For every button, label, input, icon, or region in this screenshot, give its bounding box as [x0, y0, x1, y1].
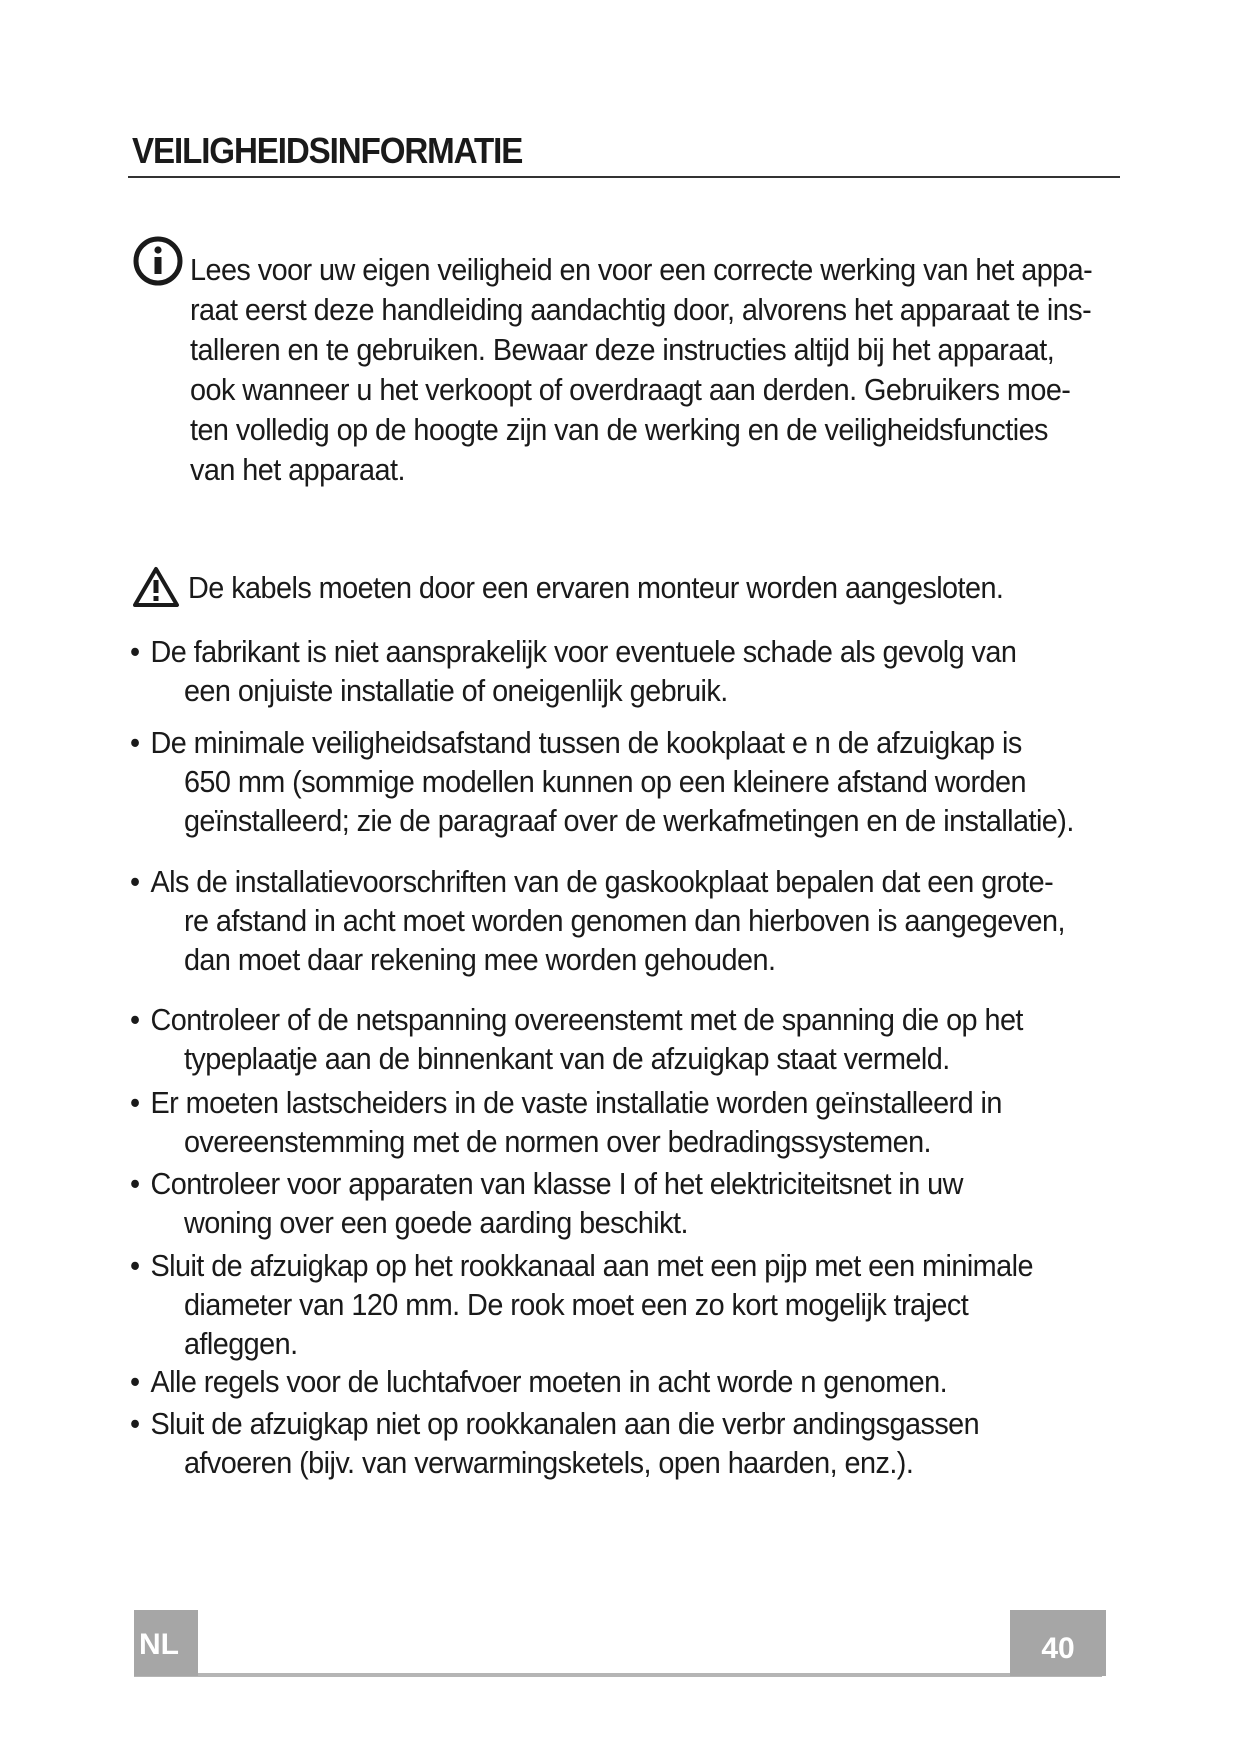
list-item-line: • Als de installatievoorschriften van de gaskookplaat bepalen dat een grote- — [130, 862, 1153, 901]
info-circle-icon — [132, 235, 184, 287]
warning-triangle-icon — [132, 566, 180, 608]
list-item-line: een onjuiste installatie of oneigenlijk gebruik. — [183, 673, 728, 708]
warning-text: De kabels moeten door een ervaren monteur worden aangesloten. — [188, 570, 1004, 605]
list-item-line: geïnstalleerd; zie de paragraaf over de werkafmetingen en de installatie). — [183, 803, 1074, 838]
list-item — [130, 1164, 1153, 1242]
list-item-line: • Controleer voor apparaten van klasse I of het elektriciteitsnet in uw — [130, 1164, 1153, 1203]
intro-line: Lees voor uw eigen veiligheid en voor een correcte werking van het appa- — [190, 252, 1093, 287]
list-item — [130, 862, 1153, 979]
list-item — [130, 1083, 1153, 1161]
intro-line: ten volledig op de hoogte zijn van de werking en de veiligheidsfuncties — [190, 412, 1048, 447]
intro-line: talleren en te gebruiken. Bewaar deze instructies altijd bij het apparaat, — [190, 332, 1055, 367]
list-item — [130, 723, 1153, 840]
list-item — [130, 1246, 1153, 1363]
list-item-line: • Sluit de afzuigkap op het rookkanaal aan met een pijp met een minimale — [130, 1246, 1153, 1285]
list-item-line: re afstand in acht moet worden genomen dan hierboven is aangegeven, — [183, 903, 1065, 938]
list-item — [130, 1362, 1153, 1401]
page-title: VEILIGHEIDSINFORMATIE — [132, 130, 523, 171]
list-item-line: • Er moeten lastscheiders in de vaste installatie worden geïnstalleerd in — [130, 1083, 1153, 1122]
intro-line: raat eerst deze handleiding aandachtig door, alvorens het apparaat te ins- — [190, 292, 1092, 327]
list-item-line: afleggen. — [183, 1326, 298, 1361]
list-item-line: typeplaatje aan de binnenkant van de afzuigkap staat vermeld. — [183, 1041, 950, 1076]
list-item-line: • De minimale veiligheidsafstand tussen de kookplaat e n de afzuigkap is — [130, 723, 1153, 762]
intro-line: ook wanneer u het verkoopt of overdraagt aan derden. Gebruikers moe- — [190, 372, 1071, 407]
language-badge: NL — [134, 1610, 198, 1676]
list-item-line: dan moet daar rekening mee worden gehouden. — [183, 942, 776, 977]
title-underline — [128, 176, 1120, 178]
list-item — [130, 1000, 1153, 1078]
list-item-line: 650 mm (sommige modellen kunnen op een kleinere afstand worden — [183, 764, 1026, 799]
list-item-line: overeenstemming met de normen over bedradingssystemen. — [183, 1124, 932, 1159]
list-item-line: • Sluit de afzuigkap niet op rookkanalen aan die verbr andingsgassen — [130, 1404, 1153, 1443]
list-item-line: diameter van 120 mm. De rook moet een zo kort mogelijk traject — [183, 1287, 969, 1322]
intro-paragraph — [190, 250, 1093, 490]
intro-line: van het apparaat. — [190, 452, 405, 487]
list-item — [130, 1404, 1153, 1482]
list-item — [130, 632, 1153, 710]
list-item-line: • Alle regels voor de luchtafvoer moeten in acht worde n genomen. — [130, 1362, 1153, 1401]
list-item-line: woning over een goede aarding beschikt. — [183, 1205, 688, 1240]
list-item-line: afvoeren (bijv. van verwarmingsketels, open haarden, enz.). — [183, 1445, 914, 1480]
list-item-line: • De fabrikant is niet aansprakelijk voor eventuele schade als gevolg van — [130, 632, 1153, 671]
list-item-line: • Controleer of de netspanning overeenstemt met de spanning die op het — [130, 1000, 1153, 1039]
footer-rule — [134, 1673, 1102, 1677]
page-number: 40 — [1010, 1610, 1106, 1676]
